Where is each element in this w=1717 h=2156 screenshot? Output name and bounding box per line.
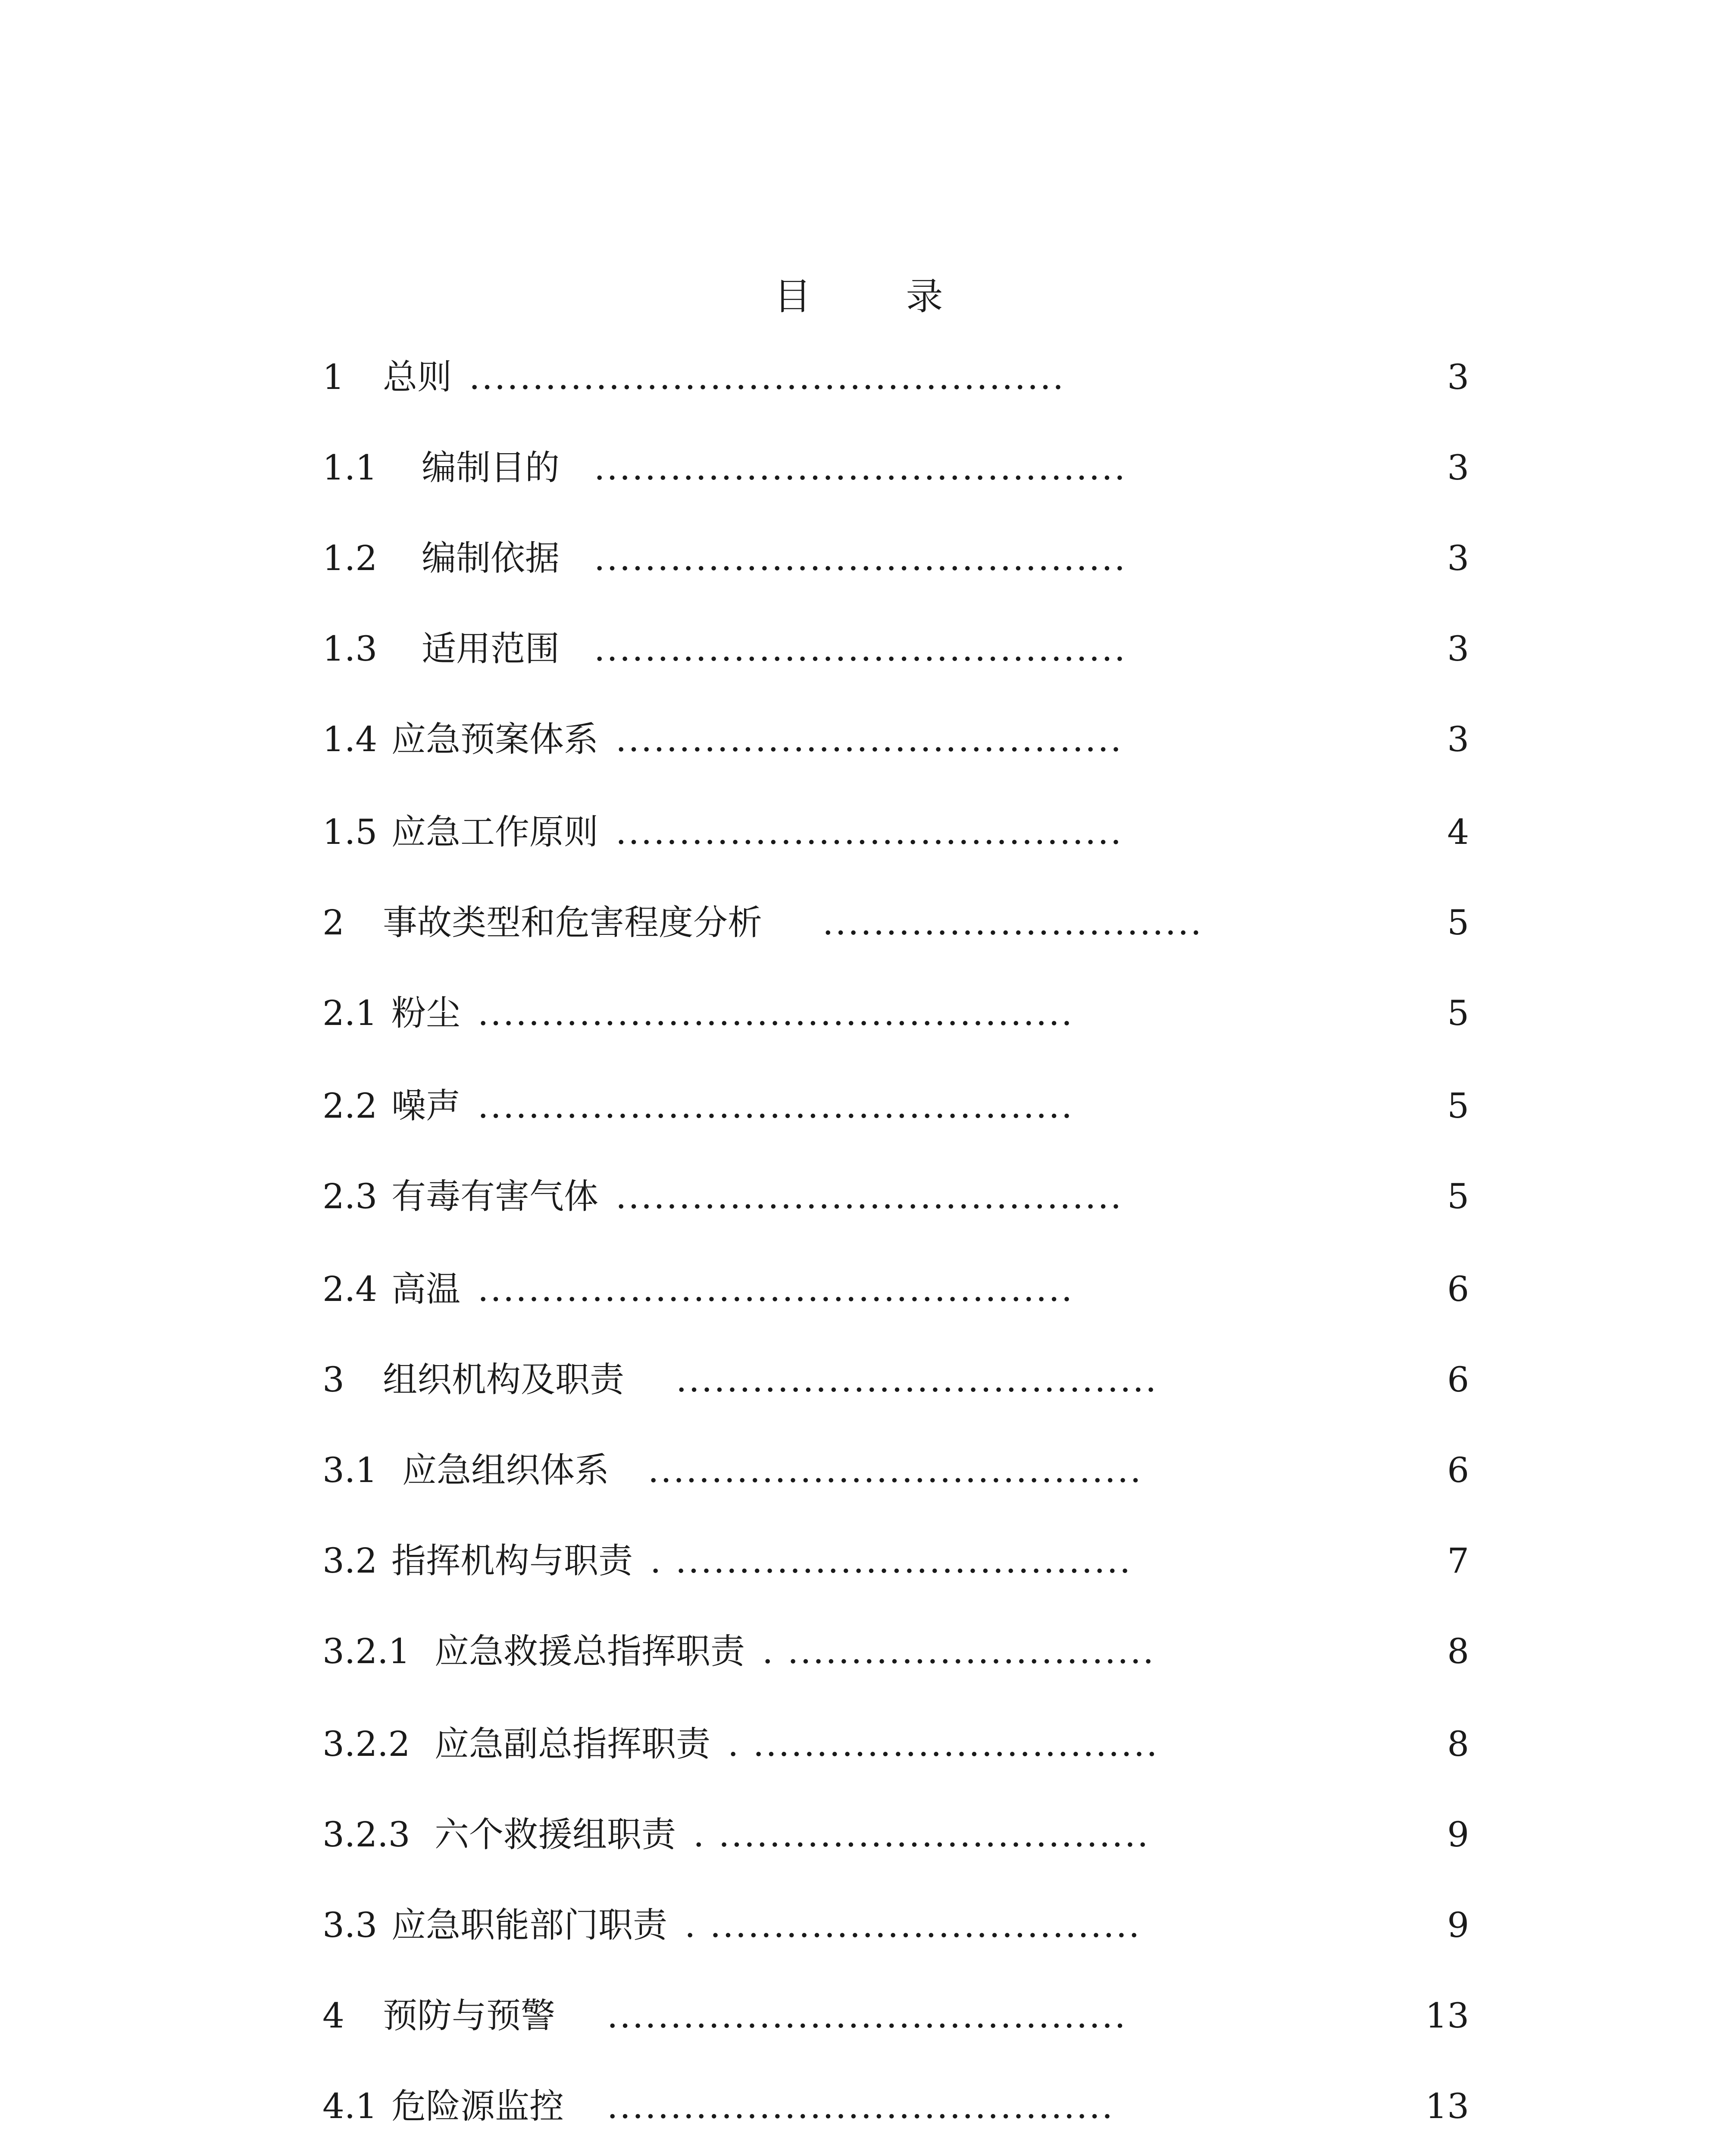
toc-entry-title: 适用范围 bbox=[422, 629, 560, 669]
toc-entry-number: 3 bbox=[322, 1360, 344, 1400]
toc-entry[interactable] bbox=[322, 1992, 1469, 2040]
toc-entry-leader: ........................................ bbox=[616, 719, 1123, 759]
toc-entry[interactable] bbox=[322, 444, 1469, 492]
toc-entry-page-number: 3 bbox=[1447, 719, 1469, 759]
toc-entry[interactable] bbox=[322, 899, 1469, 946]
toc-entry-leader: ............................................... bbox=[469, 357, 1066, 397]
toc-entry-number: 2.2 bbox=[322, 1086, 378, 1126]
toc-entry[interactable] bbox=[322, 1356, 1469, 1404]
toc-entry[interactable] bbox=[322, 716, 1469, 763]
toc-entry-page-number: 3 bbox=[1447, 448, 1469, 488]
toc-entry-title: 编制目的 bbox=[422, 448, 560, 488]
toc-entry-number: 1.1 bbox=[322, 448, 378, 488]
toc-entry-leader: ........................................ bbox=[616, 812, 1123, 852]
toc-entry[interactable] bbox=[322, 625, 1469, 673]
toc-entry-page-number: 6 bbox=[1447, 1269, 1469, 1309]
toc-entry[interactable] bbox=[322, 1173, 1469, 1220]
toc-entry-leader: . ............................. bbox=[762, 1631, 1156, 1671]
toc-entry-number: 1 bbox=[322, 357, 344, 397]
toc-entry-title: 指挥机构与职责 bbox=[391, 1541, 633, 1581]
toc-entry-leader: . ................................ bbox=[728, 1724, 1159, 1764]
toc-entry-number: 3.2.2 bbox=[322, 1724, 410, 1764]
page-title: 目录 bbox=[774, 275, 1038, 318]
toc-entry-page-number: 9 bbox=[1447, 1814, 1469, 1855]
toc-entry[interactable] bbox=[322, 1537, 1469, 1585]
toc-entry-page-number: 8 bbox=[1447, 1631, 1469, 1671]
toc-entry-leader: .............................. bbox=[823, 903, 1203, 943]
toc-entry-title: 组织机构及职责 bbox=[383, 1360, 624, 1400]
toc-entry-leader: ............................................... bbox=[478, 1269, 1074, 1309]
toc-entry-number: 1.4 bbox=[322, 719, 378, 759]
toc-entry-page-number: 13 bbox=[1425, 2086, 1469, 2126]
toc-entry-leader: .......................................... bbox=[594, 448, 1127, 488]
toc-entry[interactable] bbox=[322, 1628, 1469, 1675]
toc-entry-page-number: 5 bbox=[1447, 1086, 1469, 1126]
toc-entry-number: 3.1 bbox=[322, 1450, 378, 1490]
toc-entry-leader: ...................................... bbox=[676, 1360, 1158, 1400]
toc-entry-leader: .......................................... bbox=[594, 538, 1127, 578]
toc-entry-page-number: 9 bbox=[1447, 1905, 1469, 1945]
toc-entry-leader: ............................................... bbox=[478, 993, 1074, 1033]
toc-entry-page-number: 5 bbox=[1447, 903, 1469, 943]
toc-entry-page-number: 5 bbox=[1447, 1176, 1469, 1216]
toc-entry-title: 应急组织体系 bbox=[402, 1450, 609, 1490]
toc-entry-leader: ............................................... bbox=[478, 1086, 1074, 1126]
toc-entry-title: 高温 bbox=[391, 1269, 460, 1309]
toc-entry-page-number: 3 bbox=[1447, 629, 1469, 669]
toc-entry-title: 预防与预警 bbox=[383, 1996, 555, 2036]
toc-entry-title: 应急副总指挥职责 bbox=[435, 1724, 710, 1764]
toc-entry-leader: ........................................ bbox=[607, 2086, 1115, 2126]
toc-entry-title: 危险源监控 bbox=[391, 2086, 564, 2126]
toc-entry[interactable] bbox=[322, 1082, 1469, 1130]
toc-entry-title: 噪声 bbox=[391, 1086, 460, 1126]
toc-entry-title: 应急救援总指挥职责 bbox=[435, 1631, 745, 1671]
toc-entry[interactable] bbox=[322, 354, 1469, 401]
toc-entry-title: 应急职能部门职责 bbox=[391, 1905, 667, 1945]
toc-entry-title: 事故类型和危害程度分析 bbox=[383, 903, 762, 943]
toc-entry-leader: . .................................. bbox=[693, 1814, 1150, 1855]
toc-entry-leader: . .................................... bbox=[650, 1541, 1132, 1581]
toc-entry[interactable] bbox=[322, 1720, 1469, 1768]
toc-entry-page-number: 7 bbox=[1447, 1541, 1469, 1581]
toc-entry-title: 有毒有害气体 bbox=[391, 1176, 598, 1216]
toc-entry-number: 2 bbox=[322, 903, 344, 943]
toc-entry-number: 4 bbox=[322, 1996, 344, 2036]
toc-entry-page-number: 3 bbox=[1447, 357, 1469, 397]
toc-entry-number: 3.3 bbox=[322, 1905, 378, 1945]
toc-entry-page-number: 8 bbox=[1447, 1724, 1469, 1764]
toc-entry-title: 编制依据 bbox=[422, 538, 560, 578]
toc-entry-leader: ......................................... bbox=[607, 1996, 1127, 2036]
toc-entry-number: 1.5 bbox=[322, 812, 378, 852]
toc-entry-title: 粉尘 bbox=[391, 993, 460, 1033]
toc-entry-page-number: 3 bbox=[1447, 538, 1469, 578]
toc-entry-page-number: 4 bbox=[1447, 812, 1469, 852]
toc-entry-number: 3.2 bbox=[322, 1541, 378, 1581]
toc-entry[interactable] bbox=[322, 808, 1469, 856]
toc-entry-leader: ........................................ bbox=[616, 1176, 1123, 1216]
toc-entry[interactable] bbox=[322, 1902, 1469, 1949]
toc-entry-number: 2.1 bbox=[322, 993, 378, 1033]
toc-entry-number: 3.2.1 bbox=[322, 1631, 410, 1671]
toc-entry-number: 4.1 bbox=[322, 2086, 378, 2126]
toc-entry-number: 2.3 bbox=[322, 1176, 378, 1216]
toc-entry[interactable] bbox=[322, 1811, 1469, 1858]
toc-entry-page-number: 6 bbox=[1447, 1360, 1469, 1400]
toc-entry-page-number: 6 bbox=[1447, 1450, 1469, 1490]
toc-entry-number: 2.4 bbox=[322, 1269, 378, 1309]
toc-entry-number: 1.3 bbox=[322, 629, 378, 669]
toc-entry-leader: ....................................... bbox=[648, 1450, 1143, 1490]
toc-entry[interactable] bbox=[322, 535, 1469, 582]
toc-entry-leader: .......................................... bbox=[594, 629, 1127, 669]
toc-entry-page-number: 5 bbox=[1447, 993, 1469, 1033]
toc-entry[interactable] bbox=[322, 990, 1469, 1037]
toc-entry-title: 应急工作原则 bbox=[391, 812, 598, 852]
toc-entry[interactable] bbox=[322, 1447, 1469, 1494]
toc-entry[interactable] bbox=[322, 2083, 1469, 2130]
toc-entry-number: 3.2.3 bbox=[322, 1814, 410, 1855]
toc-entry-title: 总则 bbox=[383, 357, 452, 397]
toc-entry-page-number: 13 bbox=[1425, 1996, 1469, 2036]
toc-entry-leader: . .................................. bbox=[685, 1905, 1142, 1945]
toc-entry-title: 六个救援组职责 bbox=[435, 1814, 676, 1855]
toc-entry-number: 1.2 bbox=[322, 538, 378, 578]
toc-entry-title: 应急预案体系 bbox=[391, 719, 598, 759]
toc-entry[interactable] bbox=[322, 1266, 1469, 1313]
